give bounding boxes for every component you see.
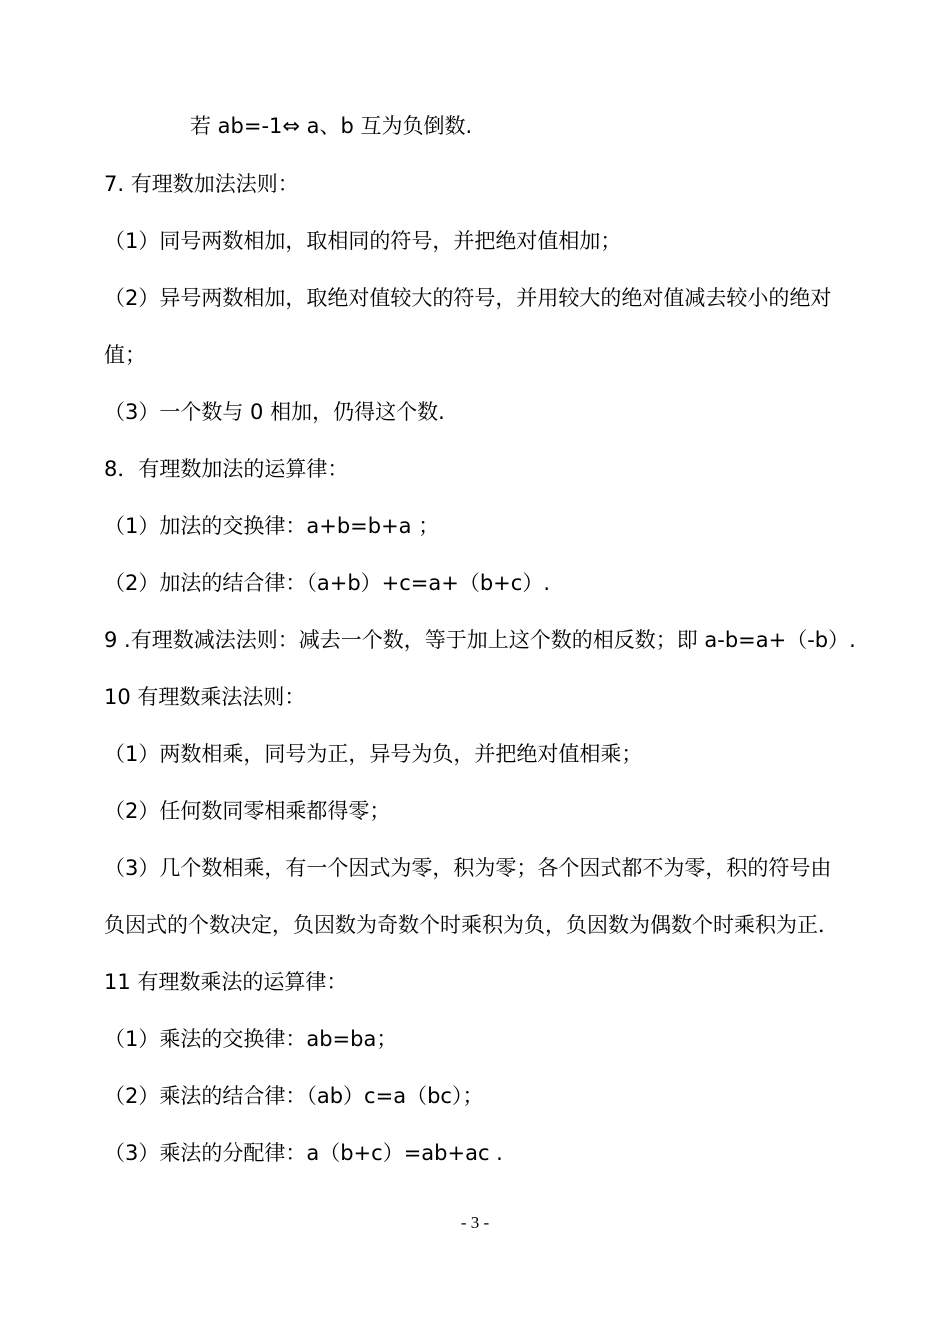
text-line-addition-associative: （2）加法的结合律：（a+b）+c=a+（b+c）.: [104, 571, 551, 595]
heading-multiplication-rule: 10 有理数乘法法则：: [104, 685, 306, 709]
text-line-addition-diff-sign: （2）异号两数相加，取绝对值较大的符号，并用较大的绝对值减去较小的绝对: [104, 286, 832, 310]
text-line-multiplication-commutative: （1）乘法的交换律：ab=ba；: [104, 1027, 398, 1051]
text-line-multiplication-associative: （2）乘法的结合律：（ab）c=a（bc）；: [104, 1084, 484, 1108]
text-line-addition-zero: （3）一个数与 0 相加，仍得这个数.: [104, 400, 445, 424]
text-line-multiplication-several: （3）几个数相乘，有一个因式为零，积为零；各个因式都不为零，积的符号由: [104, 856, 832, 880]
heading-addition-laws: 8．有理数加法的运算律：: [104, 457, 349, 481]
heading-multiplication-laws: 11 有理数乘法的运算律：: [104, 970, 348, 994]
text-line-multiplication-two: （1）两数相乘，同号为正，异号为负，并把绝对值相乘；: [104, 742, 643, 766]
text-line-negative-reciprocal: 若 ab=-1⇔ a、b 互为负倒数.: [190, 114, 473, 138]
heading-addition-rule: 7. 有理数加法法则：: [104, 172, 299, 196]
text-line-subtraction-rule: 9 .有理数减法法则：减去一个数，等于加上这个数的相反数；即 a-b=a+（-b）.: [104, 628, 856, 652]
text-line-multiplication-several-cont: 负因式的个数决定，负因数为奇数个时乘积为负，负因数为偶数个时乘积为正．: [104, 913, 839, 937]
text-line-addition-diff-sign-cont: 值；: [104, 343, 146, 367]
text-line-addition-same-sign: （1）同号两数相加，取相同的符号，并把绝对值相加；: [104, 229, 622, 253]
text-line-multiplication-zero: （2）任何数同零相乘都得零；: [104, 799, 391, 823]
page-number: - 3 -: [460, 1213, 490, 1232]
text-line-addition-commutative: （1）加法的交换律：a+b=b+a ；: [104, 514, 440, 538]
text-line-multiplication-distributive: （3）乘法的分配律：a（b+c）=ab+ac .: [104, 1141, 503, 1165]
